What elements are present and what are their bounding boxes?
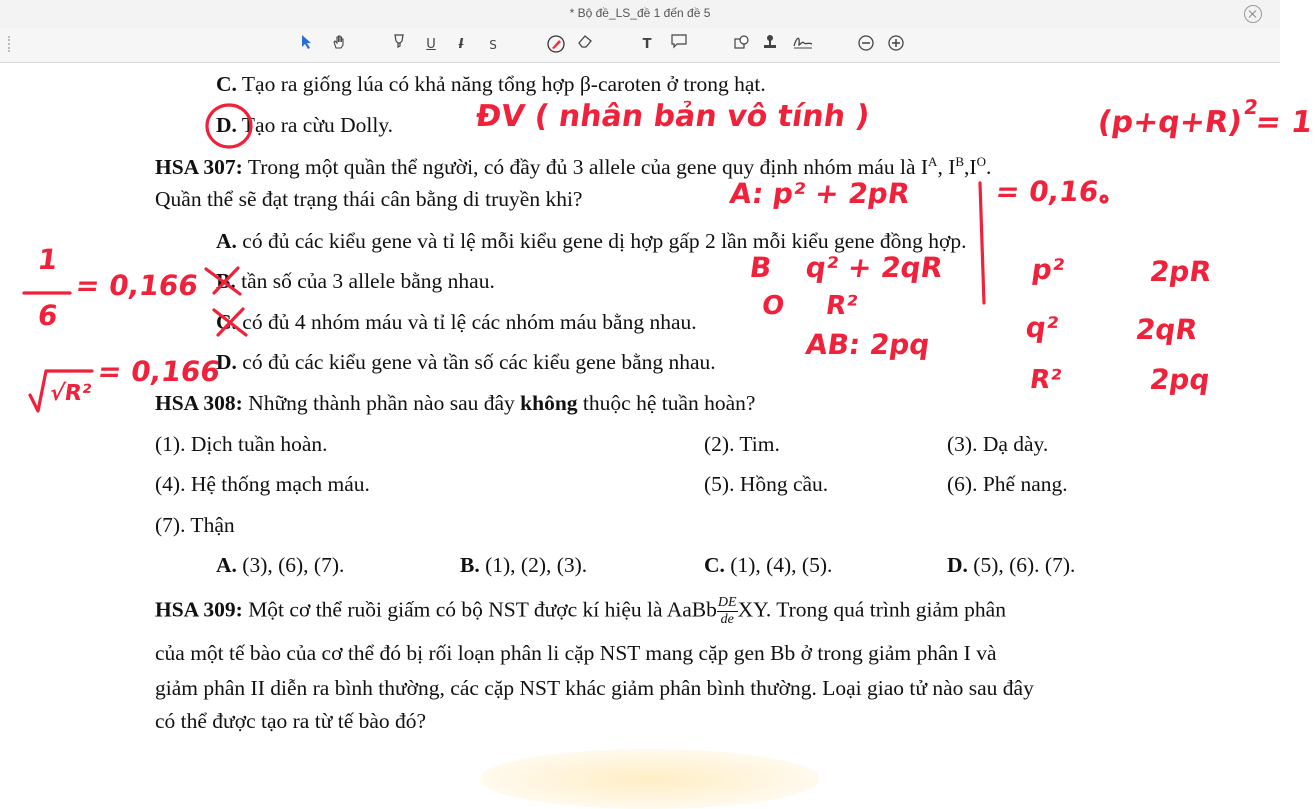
- q308-stem: HSA 308: Những thành phần nào sau đây không thuộc hệ tuần hoàn?: [155, 391, 756, 415]
- q308-item-5: (5). Hồng cầu.: [704, 472, 829, 496]
- ink-cross-c: [214, 309, 246, 335]
- ink-divider-line: [980, 183, 984, 303]
- q306-option-d: D. Tạo ra cừu Dolly.: [216, 113, 394, 137]
- q309-stem-line1: HSA 309: Một cơ thể ruồi giấm có bộ NST được kí hiệu là AaBb $\frac{DE}{de}$ XY. Trong quá trình giảm phân: [155, 595, 1006, 627]
- q308-item-1: (1). Dịch tuần hoàn.: [155, 432, 328, 456]
- q309-stem-line2: của một tế bào của cơ thể đó bị rối loạn phân li cặp NST mang cặp gen Bb ở trong giảm phân I và: [155, 641, 997, 665]
- ink-o-label: O: [759, 291, 787, 321]
- window-title: * Bộ đề_LS_đề 1 đến đề 5: [569, 6, 711, 20]
- zoom-out-icon[interactable]: [855, 34, 877, 56]
- genotype-fraction: $\frac{DE}{de}$: [717, 595, 737, 627]
- ink-frac-num: 1: [35, 243, 60, 276]
- q308-item-4: (4). Hệ thống mạch máu.: [155, 472, 370, 496]
- q306-option-c: C. Tạo ra giống lúa có khả năng tổng hợp β-caroten ở trong hạt.: [216, 72, 766, 96]
- ink-col-2pr: 2pR: [1147, 255, 1214, 288]
- q308-item-2: (2). Tim.: [704, 432, 780, 456]
- zoom-in-icon[interactable]: [885, 34, 907, 56]
- highlighter-icon[interactable]: [388, 34, 410, 56]
- ink-col-q2: q²: [1023, 311, 1061, 344]
- ink-sqrt-expr: √R²: [48, 381, 94, 406]
- strikethrough-icon[interactable]: I: [458, 37, 464, 52]
- ink-circle-d: [207, 105, 251, 147]
- ink-dv-note: ĐV ( nhân bản vô tính ): [473, 99, 872, 134]
- ink-ab-expr: AB: 2pq: [803, 328, 932, 361]
- ink-dot: [1101, 196, 1107, 202]
- q308-option-a: A. (3), (6), (7).: [216, 553, 345, 577]
- text-icon[interactable]: T: [642, 37, 652, 52]
- q308-item-7: (7). Thận: [155, 513, 235, 537]
- ink-b-label: B: [747, 251, 774, 284]
- ink-eq-016: = 0,16: [993, 175, 1101, 208]
- eraser-icon[interactable]: [574, 34, 596, 56]
- ink-b-expr: q² + 2qR: [803, 251, 945, 284]
- annotation-toolbar: [0, 28, 1280, 63]
- watermark-glow: [480, 749, 820, 809]
- ink-cross-b: [206, 268, 240, 294]
- q308-option-c: C. (1), (4), (5).: [704, 553, 833, 577]
- hand-icon[interactable]: [328, 34, 350, 56]
- ink-col-r2: R²: [1027, 365, 1064, 395]
- q307-stem-line2: Quần thể sẽ đạt trạng thái cân bằng di truyền khi?: [155, 187, 583, 211]
- squiggly-icon[interactable]: S: [489, 38, 497, 52]
- q308-item-6: (6). Phế nang.: [947, 472, 1068, 496]
- q307-option-d: D. có đủ các kiểu gene và tần số các kiểu gene bằng nhau.: [216, 350, 716, 374]
- q307-option-a: A. có đủ các kiểu gene và tỉ lệ mỗi kiểu gene dị hợp gấp 2 lần mỗi kiểu gene đồng hợp.: [216, 229, 967, 253]
- q307-stem-line1: HSA 307: Trong một quần thể người, có đầy đủ 3 allele của gene quy định nhóm máu là $I^A$, $I^B,I^O$.: [155, 154, 992, 180]
- q308-option-b: B. (1), (2), (3).: [460, 553, 588, 577]
- q307-option-c: C. có đủ 4 nhóm máu và tỉ lệ các nhóm máu bằng nhau.: [216, 310, 697, 334]
- underline-icon[interactable]: U: [426, 37, 436, 52]
- ink-col-2qr: 2qR: [1133, 313, 1200, 346]
- q308-item-3: (3). Dạ dày.: [947, 432, 1049, 456]
- ink-annotations: [0, 63, 1280, 720]
- ink-col-2pq: 2pq: [1147, 363, 1212, 396]
- close-icon[interactable]: [1244, 5, 1262, 23]
- q307-option-b: B. tần số của 3 allele bằng nhau.: [216, 269, 495, 293]
- comment-icon[interactable]: [668, 34, 690, 56]
- pen-icon[interactable]: [545, 34, 567, 56]
- ink-o-expr: R²: [823, 291, 860, 321]
- document-page[interactable]: [0, 63, 1315, 733]
- ink-col-p2: p²: [1029, 253, 1067, 286]
- shapes-icon[interactable]: [731, 34, 753, 56]
- ink-sqrt-val: = 0,166: [95, 355, 223, 388]
- ink-frac-val: = 0,166: [73, 269, 201, 302]
- ink-formula: $(p+q+R)^2= 1$: [1095, 95, 1315, 140]
- signature-icon[interactable]: [792, 34, 814, 56]
- ink-a-expr: A: p² + 2pR: [727, 177, 912, 210]
- stamp-icon[interactable]: [759, 34, 781, 56]
- pointer-icon[interactable]: [296, 34, 318, 56]
- title-bar: [0, 0, 1280, 28]
- toolbar-grip-icon[interactable]: [8, 36, 14, 52]
- ink-frac-den: 6: [35, 299, 60, 332]
- q309-stem-line4: có thể được tạo ra từ tế bào đó?: [155, 709, 427, 733]
- q308-option-d: D. (5), (6). (7).: [947, 553, 1076, 577]
- q309-stem-line3: giảm phân II diễn ra bình thường, các cặp NST khác giảm phân bình thường. Loại giao tử nào sau đây: [155, 676, 1034, 700]
